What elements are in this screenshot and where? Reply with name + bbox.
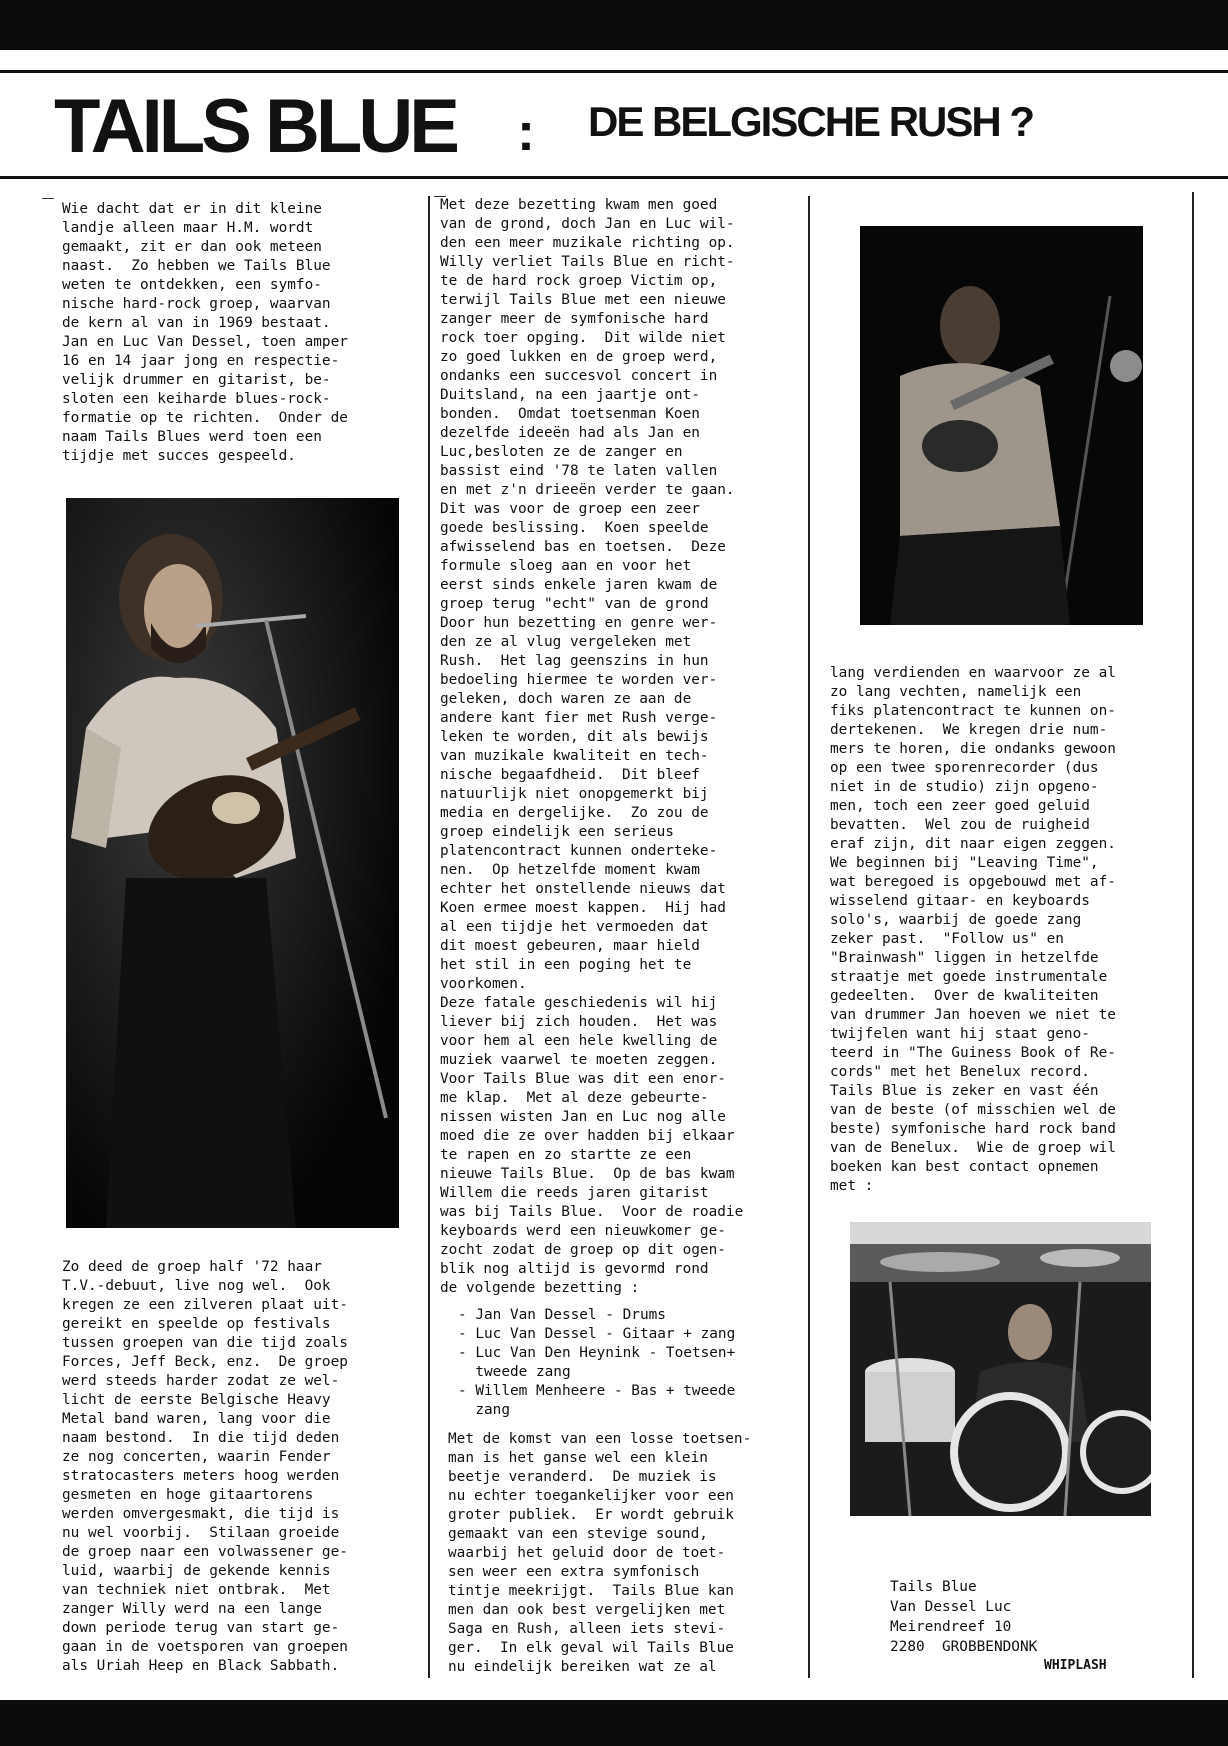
article-col3-body: lang verdienden en waarvoor ze al zo lang vechten, namelijk een fiks platencontract te kunnen on- dertekenen. We kregen drie num- mers te horen, die ondanks gewoon op een twee sporenrecorder (dus niet in de studio) zijn opgeno- men, toch een zeer goed geluid bevatten. Wel zou de ruigheid eraf zijn, dit naar eigen zeggen. We beginnen bij "Leaving Time", wat beregoed is opgebouwd met af- wisselend gitaar- en keyboards solo's, waarbij de goede zang zeker past. "Follow us" en "Brainwash" liggen in hetzelfde straatje met goede instrumentale gedeelten. Over de kwaliteiten van drummer Jan hoeven we niet te twijfelen want hij staat geno- teerd in "The Guiness Book of Re- cords" met het Benelux record. Tails Blue is zeker en vast één van de beste (of misschien wel de beste) symfonische hard rock band van de Benelux. Wie de groep wil boeken kan best contact opnemen met : bbox=[830, 665, 1116, 1194]
article-col2-continued: Met de komst van een losse toetsen- man is het ganse wel een klein beetje veranderd. De muziek is nu echter toegankelijker voor een groter publiek. Er wordt gebruik gemaakt van een stevige sound, waarbij het geluid door de toet- sen weer een extra symfonisch tintje meekrijgt. Tails Blue kan men dan ook best vergelijken met Saga en Rush, alleen iets stevi- ger. In elk geval wil Tails Blue nu eindelijk bereiken wat ze al bbox=[448, 1431, 752, 1675]
contact-person: Van Dessel Luc bbox=[890, 1599, 1012, 1615]
column-divider-3 bbox=[1192, 192, 1194, 1678]
singer-guitarist-icon bbox=[66, 498, 399, 1228]
title-separator: : bbox=[517, 102, 535, 162]
contact-city: 2280 GROBBENDONK bbox=[890, 1639, 1038, 1655]
article-col1-continued: Zo deed de groep half '72 haar T.V.-debuut, live nog wel. Ook kregen ze een zilveren plaat uit- gereikt en speelde op festivals tussen groepen van die tijd zoals Forces, Jeff Beck, enz. De groep werd steeds harder zodat ze wel- licht de eerste Belgische Heavy Metal band waren, lang voor die naam bestond. In die tijd deden ze nog concerten, waarin Fender stratocasters meters hoog werden gesmeten en hoge gitaartorens werden omvergesmakt, die tijd is nu wel voorbij. Stilaan groeide de groep naar een volwassener ge- luid, waarbij de gekende kennis van techniek niet ontbrak. Met zanger Willy werd na een lange down periode terug van start ge- gaan in de voetsporen van groepen als Uriah Heep en Black Sabbath. bbox=[62, 1259, 348, 1674]
bottom-black-bar bbox=[0, 1700, 1228, 1746]
article-col1-intro: Wie dacht dat er in dit kleine landje alleen maar H.M. wordt gemaakt, zit er dan ook meteen naast. Zo hebben we Tails Blue weten te ontdekken, een symfo- nische hard-rock groep, waarvan de kern al van in 1969 bestaat. Jan en Luc Van Dessel, toen amper 16 en 14 jaar jong en respectie- velijk drummer en gitarist, be- sloten een keiharde blues-rock- formatie op te richten. Onder de naam Tails Blues werd toen een tijdje met succes gespeeld. bbox=[62, 201, 348, 464]
page-title: TAILS BLUE bbox=[54, 84, 456, 169]
contact-name: Tails Blue bbox=[890, 1579, 977, 1595]
corner-mark bbox=[42, 198, 54, 199]
guitarist-live-photo bbox=[860, 226, 1143, 625]
lineup-list: - Jan Van Dessel - Drums - Luc Van Dessel - Gitaar + zang - Luc Van Den Heynink - Toetsen+ tweede zang - Willem Menheere - Bas + tweede zang bbox=[458, 1307, 736, 1418]
header-rule-top bbox=[0, 70, 1228, 73]
page-subtitle: DE BELGISCHE RUSH ? bbox=[588, 98, 1034, 145]
guitarist-live-icon bbox=[860, 226, 1143, 625]
column-divider-1 bbox=[428, 196, 430, 1678]
drummer-kit-icon bbox=[850, 1222, 1151, 1516]
author-signature: WHIPLASH bbox=[1044, 1658, 1107, 1673]
contact-street: Meirendreef 10 bbox=[890, 1619, 1012, 1635]
column-divider-2 bbox=[808, 196, 810, 1678]
singer-guitarist-photo bbox=[66, 498, 399, 1228]
header-rule-bottom bbox=[0, 176, 1228, 179]
article-col2-body: Met deze bezetting kwam men goed van de grond, doch Jan en Luc wil- den een meer muzikale richting op. Willy verliet Tails Blue en richt- te de hard rock groep Victim op, terwijl Tails Blue met een nieuwe zanger meer de symfonische hard rock toer opging. Dit wilde niet zo goed lukken en de groep werd, ondanks een succesvol concert in Duitsland, na een jaartje ont- bonden. Omdat toetsenman Koen dezelfde ideeën had als Jan en Luc,besloten ze de zanger en bassist eind '78 te laten vallen en met z'n drieeën verder te gaan. Dit was voor de groep een zeer goede beslissing. Koen speelde afwisselend bas en toetsen. Deze formule sloeg aan en voor het eerst sinds enkele jaren kwam de groep terug "echt" van de grond Door hun bezetting en genre wer- den ze al vlug vergeleken met Rush. Het lag geenszins in hun bedoeling hiermee te worden ver- geleken, doch waren ze aan de andere kant fier met Rush verge- leken te worden, dit als bewijs van muzikale kwaliteit en tech- nische begaafdheid. Dit bleef natuurlijk niet onopgemerkt bij media en dergelijke. Zo zou de groep eindelijk een serieus platencontract kunnen onderteke- nen. Op hetzelfde moment kwam echter het onstellende nieuws dat Koen ermee moest kappen. Hij had al een tijdje het vermoeden dat dit moest gebeuren, maar hield het stil in een poging het te voorkomen. Deze fatale geschiedenis wil hij liever bij zich houden. Het was voor hem al een hele kwelling de muziek vaarwel te moeten zeggen. Voor Tails Blue was dit een enor- me klap. Met al deze gebeurte- nissen wisten Jan en Luc nog alle moed die ze over hadden bij elkaar te rapen en zo startte ze een nieuwe Tails Blue. Op de bas kwam Willem die reeds jaren gitarist was bij Tails Blue. Voor de roadie keyboards werd een nieuwkomer ge- zocht zodat de groep op dit ogen- blik nog altijd is gevormd rond de volgende bezetting : bbox=[440, 197, 744, 1296]
drummer-kit-photo bbox=[850, 1222, 1151, 1516]
top-black-bar bbox=[0, 0, 1228, 50]
